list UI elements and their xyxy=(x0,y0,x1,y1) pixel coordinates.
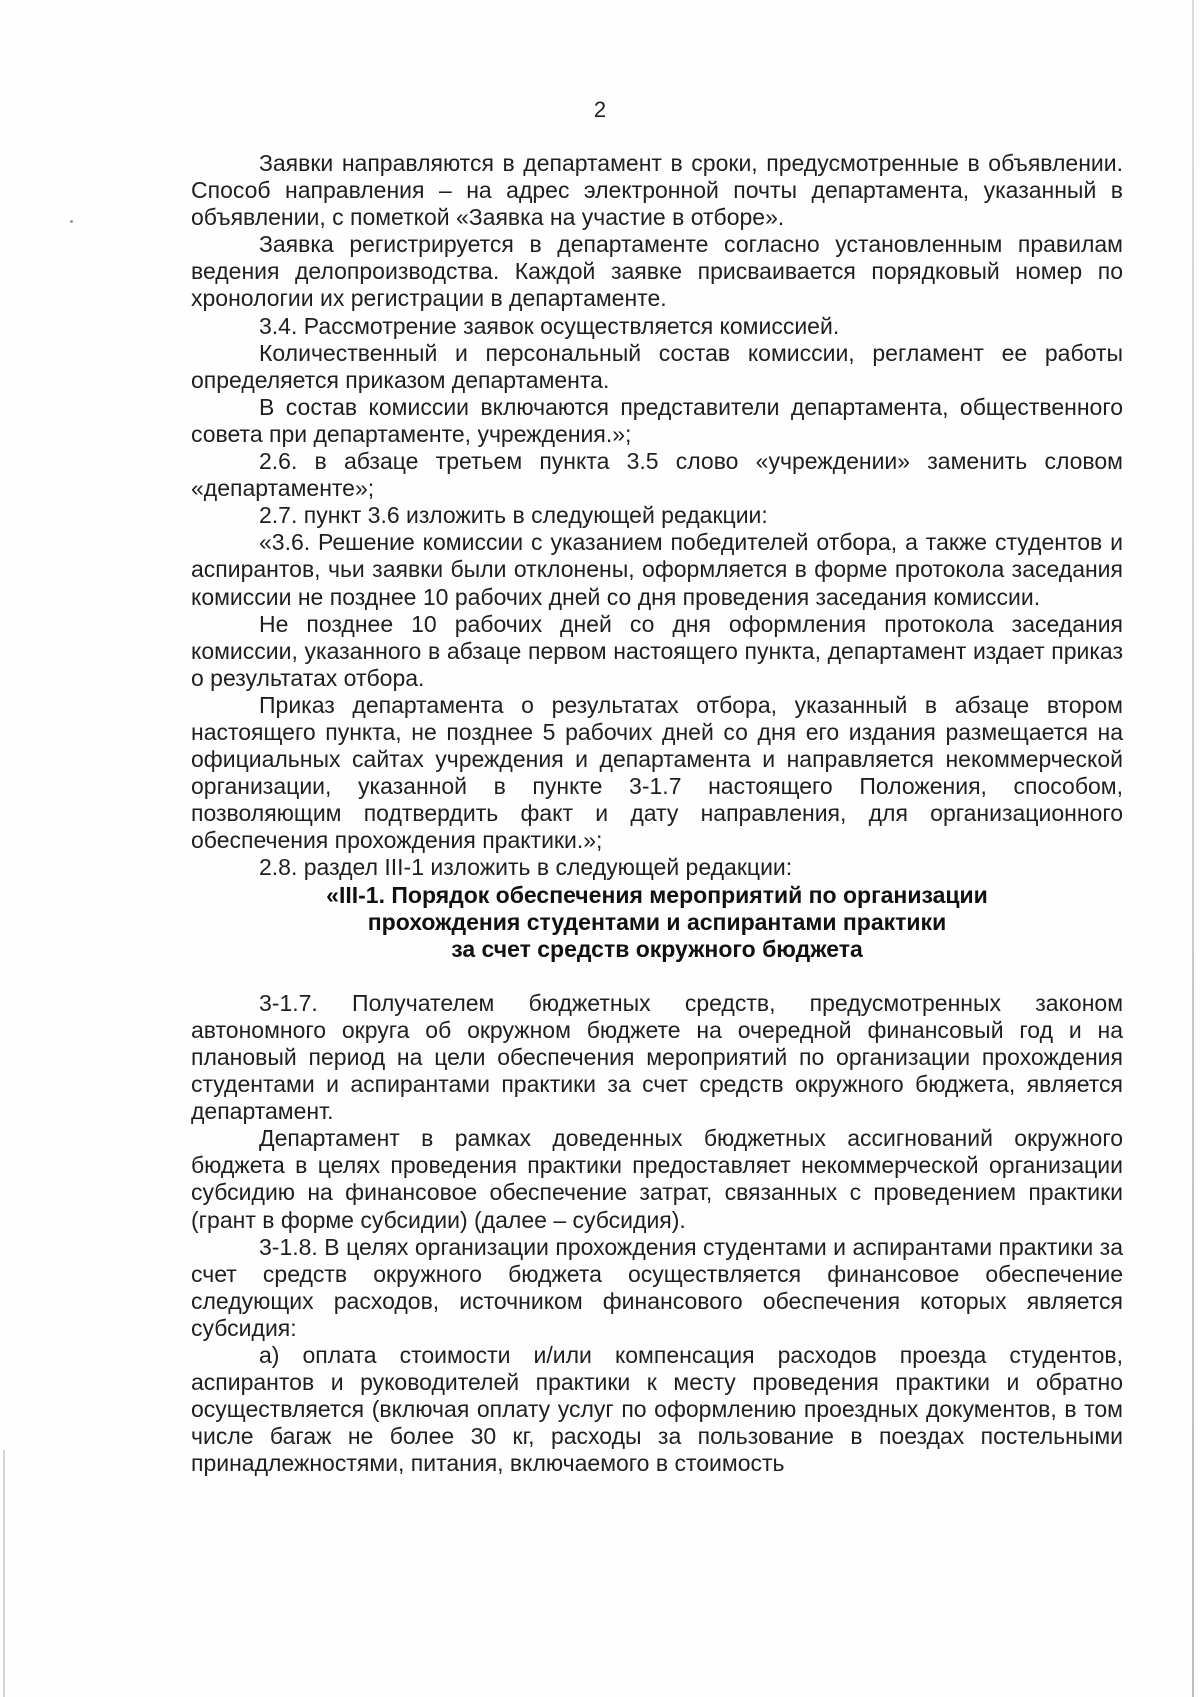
paragraph: 2.6. в абзаце третьем пункта 3.5 слово «учреждении» заменить словом «департаменте»; xyxy=(191,448,1123,502)
scan-speck xyxy=(70,220,73,223)
paragraph: Не позднее 10 рабочих дней со дня оформления протокола заседания комиссии, указанного в абзаце первом настоящего пункта, департамент издает приказ о результатах отбора. xyxy=(191,610,1123,691)
paragraph: а) оплата стоимости и/или компенсация расходов проезда студентов, аспирантов и руководителей практики к месту проведения практики и обратно осуществляется (включая оплату услуг по оформлению проездных документов, в том числе багаж не более 30 кг, расходы за пользование в поездах постельными принадлежностями, питания, включаемого в стоимость xyxy=(191,1342,1123,1477)
section-spacer xyxy=(191,963,1123,990)
paragraph: Заявка регистрируется в департаменте согласно установленным правилам ведения делопроизводства. Каждой заявке присваивается порядковый номер по хронологии их регистрации в департаменте. xyxy=(191,231,1123,312)
paragraph: Количественный и персональный состав комиссии, регламент ее работы определяется приказом департамента. xyxy=(191,339,1123,393)
paragraph: 2.7. пункт 3.6 изложить в следующей редакции: xyxy=(259,502,768,529)
paragraph: Департамент в рамках доведенных бюджетных ассигнований окружного бюджета в целях проведения практики предоставляет некоммерческой организации субсидию на финансовое обеспечение затрат, связанных с проведением практики (грант в форме субсидии) (далее – субсидия). xyxy=(191,1125,1123,1233)
paragraph: Заявки направляются в департамент в сроки, предусмотренные в объявлении. Способ направления – на адрес электронной почты департамента, указанный в объявлении, с пометкой «Заявка на участие в отборе». xyxy=(191,150,1123,231)
document-body xyxy=(191,150,1123,1478)
paragraph: «3.6. Решение комиссии с указанием победителей отбора, а также студентов и аспирантов, чьи заявки были отклонены, оформляется в форме протокола заседания комиссии не позднее 10 рабочих дней со дня проведения заседания комиссии. xyxy=(191,529,1123,610)
paragraph: В состав комиссии включаются представители департамента, общественного совета при департаменте, учреждения.»; xyxy=(191,393,1123,447)
paragraph: 3-1.7. Получателем бюджетных средств, предусмотренных законом автономного округа об окружном бюджете на очередной финансовый год и на плановый период на цели обеспечения мероприятий по организации прохождения студентами и аспирантами практики за счет средств окружного бюджета, является департамент. xyxy=(191,989,1123,1125)
page-number: 2 xyxy=(593,97,607,122)
paragraph: Приказ департамента о результатах отбора, указанный в абзаце втором настоящего пункта, не позднее 5 рабочих дней со дня его издания размещается на официальных сайтах учреждения и департамента и направляется некоммерческой организации, указанной в пункте 3-1.7 настоящего Положения, способом, позволяющим подтвердить факт и дату направления, для организационного обеспечения прохождения практики.»; xyxy=(191,691,1123,854)
section-heading: «III-1. Порядок обеспечения мероприятий по организации прохождения студентами и аспирантами практики за счет средств окружного бюджета xyxy=(326,881,988,962)
scan-edge-shadow xyxy=(1192,0,1194,1697)
paragraph: 3-1.8. В целях организации прохождения студентами и аспирантами практики за счет средств окружного бюджета осуществляется финансовое обеспечение следующих расходов, источником финансового обеспечения которых является субсидия: xyxy=(191,1233,1123,1341)
scan-edge-shadow xyxy=(3,1450,5,1697)
paragraph: 2.8. раздел III-1 изложить в следующей редакции: xyxy=(259,854,793,881)
paragraph: 3.4. Рассмотрение заявок осуществляется комиссией. xyxy=(259,312,840,339)
